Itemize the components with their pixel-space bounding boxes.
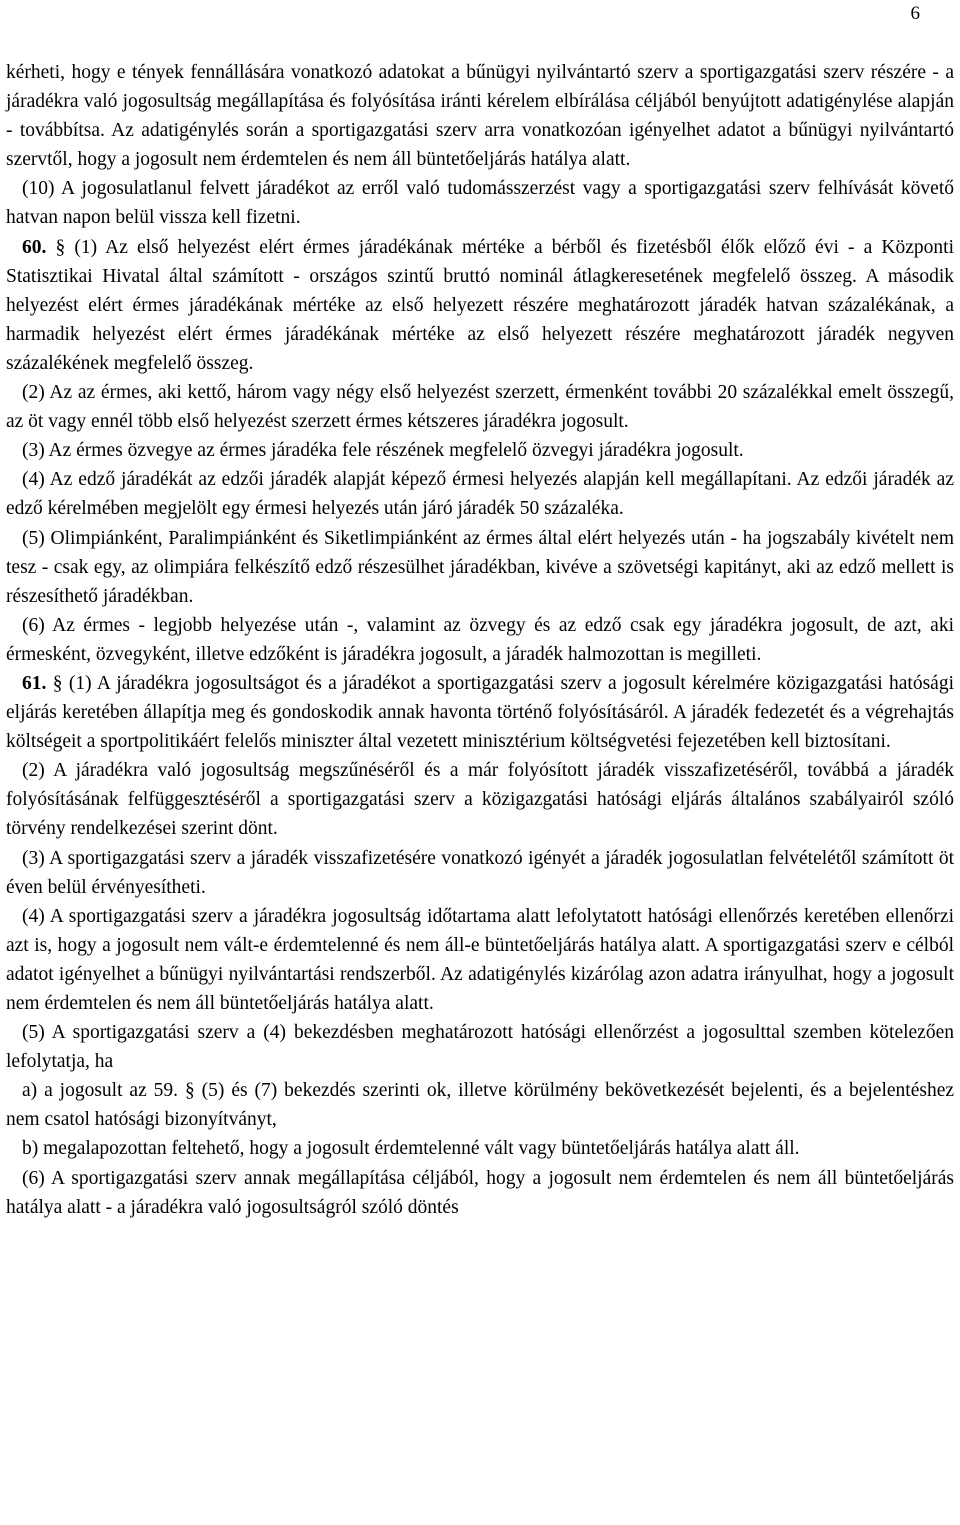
paragraph [6,1076,954,1134]
paragraph-text: § (1) Az első helyezést elért érmes járadékának mértéke a bérből és fizetésből élők előző évi - a Központi Statisztikai Hivatal által számított - országos szintű bruttó nominál átlagkeresetének megfelelő összeg. A második helyezést elért érmes járadékának mértéke az első helyezett részére meghatározott járadék hatvan százalékának, a harmadik helyezést elért érmes járadékának mértéke az első helyezett részére meghatározott járadék negyven százalékének megfelelő összeg. [6,236,954,374]
section-number: 60. [22,236,47,258]
paragraph [6,1018,954,1076]
document-body [6,58,954,1222]
page-number: 6 [910,3,920,24]
paragraph-text: (2) Az az érmes, aki kettő, három vagy négy első helyezést szerzett, érmenként további 20 százalékkal emelt összegű, az öt vagy ennél több első helyezést szerzett érmes kétszeres járadékra jogosult. [6,382,954,433]
paragraph-text: (6) A sportigazgatási szerv annak megállapítása céljából, hogy a jogosult nem érdemtelen és nem áll büntetőeljárás hatálya alatt - a járadékra való jogosultságról szóló döntés [6,1167,954,1218]
paragraph [6,611,954,669]
paragraph-text: b) megalapozottan feltehető, hogy a jogosult érdemtelenné vált vagy büntetőeljárás hatálya alatt áll. [22,1138,800,1160]
paragraph [6,233,954,378]
paragraph [6,902,954,1018]
paragraph-text: (3) Az érmes özvegye az érmes járadéka fele részének megfelelő özvegyi járadékra jogosult. [22,440,744,462]
paragraph [6,378,954,436]
paragraph-text: (2) A járadékra való jogosultság megszűnéséről és a már folyósított járadék visszafizetéséről, továbbá a járadék folyósításának felfüggesztéséről a sportigazgatási szerv a közigazgatási hatósági eljárás általános szabályairól szóló törvény rendelkezései szerint dönt. [6,760,954,840]
paragraph-text: (5) Olimpiánként, Paralimpiánként és Siketlimpiánként az érmes által elért helyezés után - ha jogszabály kivételt nem tesz - csak egy, az olimpiára felkészítő edző részesülhet járadékban, kivéve a szövetségi kapitányt, aki az edző mellett is részesíthető járadékban. [6,527,954,607]
paragraph-text: (6) Az érmes - legjobb helyezése után -, valamint az özvegy és az edző csak egy járadékra jogosult, de azt, aki érmesként, özvegyként, illetve edzőként is járadékra jogosult, a járadék halmozottan is megilleti. [6,614,954,665]
paragraph [6,1164,954,1222]
paragraph [6,669,954,756]
paragraph [6,465,954,523]
paragraph-text: (3) A sportigazgatási szerv a járadék visszafizetésére vonatkozó igényét a járadék jogosulatlan felvételétől számított öt éven belül érvényesítheti. [6,847,954,898]
paragraph-text: (4) Az edző járadékát az edzői járadék alapját képező érmesi helyezés alapján kell megállapítani. Az edzői járadék az edző kérelmében megjelölt egy érmesi helyezés után járó járadék 50 százaléka. [6,469,954,520]
paragraph [6,524,954,611]
paragraph-text: a) a jogosult az 59. § (5) és (7) bekezdés szerinti ok, illetve körülmény bekövetkezését bejelenti, és a bejelentéshez nem csatol hatósági bizonyítványt, [6,1080,954,1131]
section-number: 61. [22,672,47,694]
paragraph [6,436,954,465]
paragraph [6,58,954,174]
paragraph [6,1134,954,1163]
paragraph-text: (10) A jogosulatlanul felvett járadékot az erről való tudomásszerzést vagy a sportigazgatási szerv felhívását követő hatvan napon belül vissza kell fizetni. [6,178,954,229]
paragraph [6,174,954,232]
paragraph-text: (5) A sportigazgatási szerv a (4) bekezdésben meghatározott hatósági ellenőrzést a jogosulttal szemben kötelezően lefolytatja, ha [6,1022,954,1073]
paragraph-text: (4) A sportigazgatási szerv a járadékra jogosultság időtartama alatt lefolytatott hatósági ellenőrzés keretében ellenőrzi azt is, hogy a jogosult nem vált-e érdemtelenné és nem áll-e büntetőeljárás hatálya alatt. A sportigazgatási szerv e célból adatot igényelhet a bűnügyi nyilvántartási rendszerből. Az adatigénylés kizárólag azon adatra irányulhat, hogy a jogosult nem érdemtelen és nem áll büntetőeljárás hatálya alatt. [6,905,954,1014]
paragraph [6,756,954,843]
paragraph-text: § (1) A járadékra jogosultságot és a járadékot a sportigazgatási szerv a jogosult kérelmére közigazgatási hatósági eljárás keretében állapítja meg és gondoskodik annak havonta történő folyósításáról. A járadék fedezetét és a végrehajtás költségeit a sportpolitikáért felelős miniszter által vezetett minisztérium költségvetési fejezetében kell biztosítani. [6,672,954,753]
paragraph-text: kérheti, hogy e tények fennállására vonatkozó adatokat a bűnügyi nyilvántartó szerv a sportigazgatási szerv részére - a járadékra való jogosultság megállapítása és folyósítása iránti kérelem elbírálása céljából benyújtott adatigénylése alapján - továbbítsa. Az adatigénylés során a sportigazgatási szerv arra vonatkozóan igényelhet adatot a bűnügyi nyilvántartó szervtől, hogy a jogosult nem érdemtelen és nem áll büntetőeljárás hatálya alatt. [6,62,954,171]
paragraph [6,844,954,902]
